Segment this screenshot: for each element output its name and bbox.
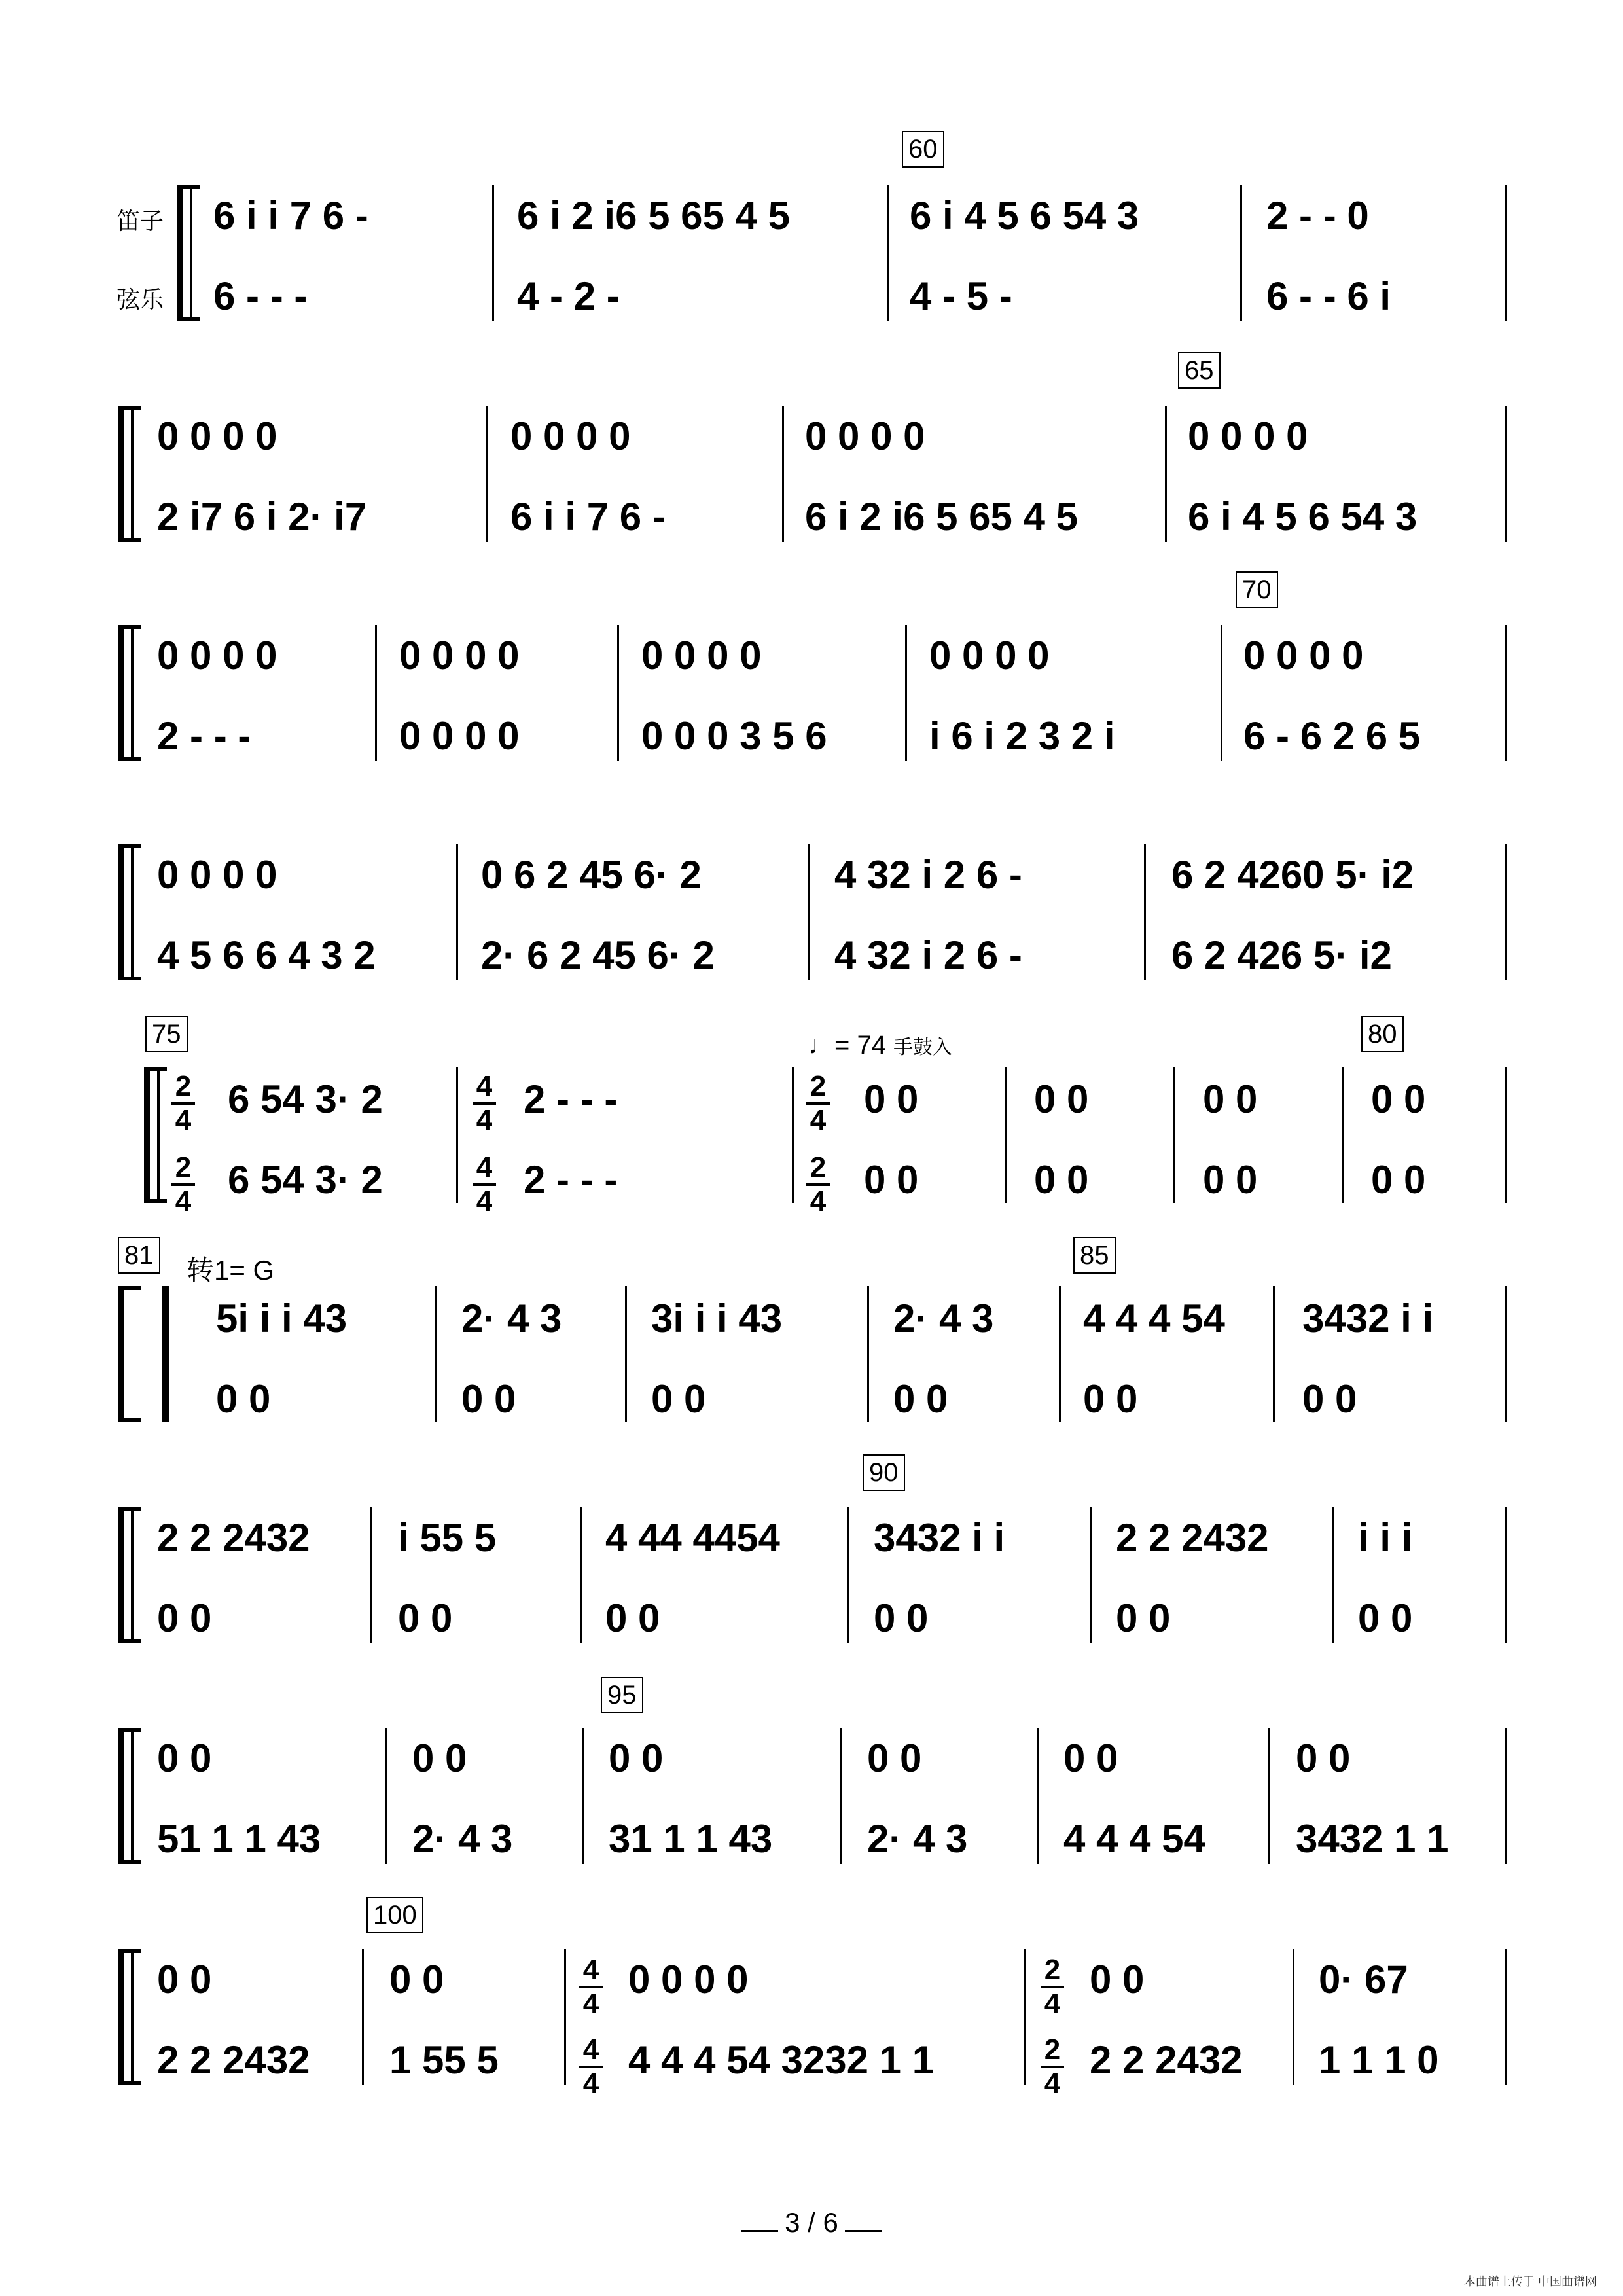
top-measure: 0 0 bbox=[389, 1958, 444, 2001]
bottom-measure: 2 2 2432 bbox=[157, 2038, 310, 2082]
repeat-start-thick bbox=[162, 1286, 169, 1422]
bottom-measure: 6 i 4 5 6 54 3 bbox=[1188, 495, 1418, 539]
top-measure: 3432 i i bbox=[1302, 1297, 1434, 1340]
top-measure: 3432 i i bbox=[874, 1516, 1005, 1560]
bottom-measure: 0 0 0 0 bbox=[399, 714, 520, 758]
top-measure: 0 0 bbox=[1203, 1077, 1258, 1121]
top-measure: 0 0 0 0 bbox=[157, 853, 277, 897]
top-measure: 2 2 2432 bbox=[1116, 1516, 1269, 1560]
top-measure: 0· 67 bbox=[1319, 1958, 1408, 2001]
bottom-measure: 4 4 4 54 3232 1 1 bbox=[628, 2038, 935, 2082]
system-brace bbox=[118, 1286, 124, 1422]
measure-number: 90 bbox=[863, 1454, 905, 1491]
bottom-measure: 4 - 5 - bbox=[910, 274, 1012, 318]
bottom-measure: 2 - - - bbox=[524, 1158, 618, 1202]
bottom-measure: 6 2 426 5· i2 bbox=[1171, 933, 1392, 977]
barline bbox=[1090, 1507, 1092, 1643]
page-number bbox=[0, 2207, 1623, 2238]
tempo-value: = 74 bbox=[834, 1031, 886, 1060]
bottom-measure: 3432 1 1 bbox=[1296, 1817, 1449, 1861]
barline bbox=[1505, 406, 1507, 542]
measure-number: 70 bbox=[1236, 571, 1278, 608]
system-brace bbox=[118, 844, 124, 980]
barline bbox=[1221, 625, 1222, 761]
system-start-line bbox=[131, 1949, 134, 2085]
barline bbox=[492, 185, 494, 321]
top-measure: 0 0 0 0 bbox=[805, 414, 925, 458]
top-measure: 4 4 4 54 bbox=[1083, 1297, 1225, 1340]
barline bbox=[1165, 406, 1167, 542]
bottom-measure: 0 0 0 3 5 6 bbox=[641, 714, 827, 758]
system-brace bbox=[118, 625, 124, 761]
barline bbox=[1037, 1728, 1039, 1864]
system-start-line bbox=[131, 844, 134, 980]
bottom-measure: 51 1 1 43 bbox=[157, 1817, 321, 1861]
top-measure: 2· 4 3 bbox=[893, 1297, 994, 1340]
time-signature: 4 4 bbox=[473, 1072, 496, 1135]
barline bbox=[782, 406, 784, 542]
bottom-measure: 0 0 bbox=[874, 1596, 929, 1640]
top-measure: 2 - - - bbox=[524, 1077, 618, 1121]
system-start-line bbox=[190, 185, 192, 321]
bottom-measure: 6 - - 6 i bbox=[1266, 274, 1391, 318]
top-measure: 0 0 bbox=[157, 1736, 212, 1780]
barline bbox=[1332, 1507, 1334, 1643]
barline bbox=[867, 1286, 869, 1422]
barline bbox=[1024, 1949, 1026, 2085]
measure-number: 100 bbox=[366, 1897, 423, 1933]
top-measure: 0 0 0 0 bbox=[929, 634, 1050, 677]
barline bbox=[1173, 1067, 1175, 1203]
measure-number: 81 bbox=[118, 1237, 160, 1274]
barline bbox=[370, 1507, 372, 1643]
top-measure: 0 0 0 0 bbox=[399, 634, 520, 677]
barline bbox=[1505, 1067, 1507, 1203]
top-measure: 0 0 bbox=[157, 1958, 212, 2001]
top-measure: i i i bbox=[1358, 1516, 1413, 1560]
bottom-measure: 4 5 6 6 4 3 2 bbox=[157, 933, 376, 977]
bottom-measure: 0 0 bbox=[1116, 1596, 1171, 1640]
barline bbox=[1505, 625, 1507, 761]
measure-number: 95 bbox=[601, 1677, 643, 1713]
top-measure: 3i i i 43 bbox=[651, 1297, 783, 1340]
top-measure: 2· 4 3 bbox=[461, 1297, 562, 1340]
system-start-line bbox=[131, 406, 134, 542]
time-signature: 2 4 bbox=[171, 1072, 195, 1135]
system-brace bbox=[118, 1507, 124, 1643]
watermark: 本曲谱上传于 中国曲谱网 bbox=[1464, 2275, 1597, 2288]
top-measure: 0 6 2 45 6· 2 bbox=[481, 853, 702, 897]
barline bbox=[1293, 1949, 1294, 2085]
time-signature: 2 4 bbox=[1041, 2036, 1064, 2098]
bottom-measure: 6 - - - bbox=[213, 274, 308, 318]
bottom-measure: 2· 4 3 bbox=[412, 1817, 513, 1861]
bottom-measure: 4 - 2 - bbox=[517, 274, 620, 318]
top-measure: 0 0 0 0 bbox=[1243, 634, 1364, 677]
instrument-label-strings: 弦乐 bbox=[116, 286, 164, 313]
bottom-measure: 6 i 2 i6 5 65 4 5 bbox=[805, 495, 1078, 539]
bottom-measure: 0 0 bbox=[157, 1596, 212, 1640]
system-brace bbox=[118, 1728, 124, 1864]
top-measure: 0 0 bbox=[609, 1736, 664, 1780]
bottom-measure: 0 0 bbox=[461, 1377, 516, 1421]
barline bbox=[456, 844, 458, 980]
time-signature: 2 4 bbox=[806, 1153, 830, 1216]
top-measure: 0 0 0 0 bbox=[628, 1958, 749, 2001]
key-change: 转1= G bbox=[187, 1255, 275, 1285]
top-measure: 0 0 bbox=[1063, 1736, 1118, 1780]
bottom-measure: 0 0 bbox=[893, 1377, 948, 1421]
barline bbox=[617, 625, 619, 761]
bottom-measure: 2 i7 6 i 2· i7 bbox=[157, 495, 367, 539]
instrument-label-dizi: 笛子 bbox=[116, 207, 164, 234]
top-measure: 0 0 0 0 bbox=[510, 414, 631, 458]
barline bbox=[582, 1728, 584, 1864]
top-measure: 0 0 0 0 bbox=[641, 634, 762, 677]
time-signature: 2 4 bbox=[1041, 1956, 1064, 2018]
bottom-measure: 0 0 bbox=[1371, 1158, 1426, 1202]
bottom-measure: 0 0 bbox=[1358, 1596, 1413, 1640]
top-measure: 0 0 0 0 bbox=[157, 414, 277, 458]
top-measure: 6 2 4260 5· i2 bbox=[1171, 853, 1414, 897]
top-measure: 0 0 bbox=[1090, 1958, 1145, 2001]
top-measure: 6 54 3· 2 bbox=[228, 1077, 383, 1121]
bottom-measure: 0 0 bbox=[1302, 1377, 1357, 1421]
barline bbox=[792, 1067, 794, 1203]
top-measure: 0 0 bbox=[1371, 1077, 1426, 1121]
time-signature: 2 4 bbox=[806, 1072, 830, 1135]
barline bbox=[1059, 1286, 1061, 1422]
measure-number: 60 bbox=[902, 131, 944, 168]
top-measure: 0 0 bbox=[1034, 1077, 1089, 1121]
top-measure: 4 44 4454 bbox=[605, 1516, 780, 1560]
bottom-measure: 0 0 bbox=[216, 1377, 271, 1421]
barline bbox=[1505, 185, 1507, 321]
measure-number: 75 bbox=[145, 1016, 188, 1052]
barline bbox=[456, 1067, 458, 1203]
top-measure: 0 0 bbox=[867, 1736, 922, 1780]
bottom-measure: 1 55 5 bbox=[389, 2038, 499, 2082]
top-measure: 6 i 4 5 6 54 3 bbox=[910, 194, 1139, 238]
top-measure: 0 0 0 0 bbox=[157, 634, 277, 677]
bottom-measure: 2 - - - bbox=[157, 714, 251, 758]
top-measure: 5i i i 43 bbox=[216, 1297, 348, 1340]
top-measure: 6 i i 7 6 - bbox=[213, 194, 368, 238]
measure-number: 65 bbox=[1178, 352, 1221, 389]
bottom-measure: 2 2 2432 bbox=[1090, 2038, 1243, 2082]
top-measure: 2 2 2432 bbox=[157, 1516, 310, 1560]
measure-number-85: 85 bbox=[1073, 1237, 1116, 1274]
system-brace bbox=[177, 185, 183, 321]
barline bbox=[1268, 1728, 1270, 1864]
barline bbox=[1505, 1949, 1507, 2085]
barline bbox=[1505, 1728, 1507, 1864]
bottom-measure: 0 0 bbox=[1203, 1158, 1258, 1202]
bottom-measure: 1 1 1 0 bbox=[1319, 2038, 1439, 2082]
top-measure: 0 0 bbox=[412, 1736, 467, 1780]
bottom-measure: 0 0 bbox=[398, 1596, 453, 1640]
system-start-line bbox=[131, 625, 134, 761]
barline bbox=[1505, 844, 1507, 980]
barline bbox=[486, 406, 488, 542]
bottom-measure: i 6 i 2 3 2 i bbox=[929, 714, 1115, 758]
barline bbox=[1005, 1067, 1007, 1203]
barline bbox=[1240, 185, 1242, 321]
bottom-measure: 0 0 bbox=[605, 1596, 660, 1640]
system-brace bbox=[118, 406, 124, 542]
bottom-measure: 0 0 bbox=[651, 1377, 706, 1421]
barline bbox=[840, 1728, 842, 1864]
bottom-measure: 0 0 bbox=[1034, 1158, 1089, 1202]
page-number-text: 3 / 6 bbox=[785, 2207, 838, 2238]
tempo-marking: ♩= 74 手鼓入 bbox=[808, 1031, 953, 1060]
system-brace bbox=[118, 1949, 124, 2085]
barline bbox=[564, 1949, 566, 2085]
time-signature: 4 4 bbox=[579, 2036, 603, 2098]
top-measure: 6 i 2 i6 5 65 4 5 bbox=[517, 194, 790, 238]
time-signature: 2 4 bbox=[171, 1153, 195, 1216]
bottom-measure: 2· 6 2 45 6· 2 bbox=[481, 933, 715, 977]
top-measure: 0 0 bbox=[1296, 1736, 1351, 1780]
time-signature: 4 4 bbox=[579, 1956, 603, 2018]
barline bbox=[625, 1286, 627, 1422]
top-measure: 0 0 0 0 bbox=[1188, 414, 1308, 458]
bottom-measure: 6 - 6 2 6 5 bbox=[1243, 714, 1421, 758]
barline bbox=[362, 1949, 364, 2085]
top-measure: i 55 5 bbox=[398, 1516, 497, 1560]
bottom-measure: 0 0 bbox=[864, 1158, 919, 1202]
system-brace bbox=[144, 1067, 150, 1203]
barline bbox=[375, 625, 377, 761]
barline bbox=[1505, 1507, 1507, 1643]
measure-number-80: 80 bbox=[1361, 1016, 1404, 1052]
barline bbox=[580, 1507, 582, 1643]
tempo-note: 手鼓入 bbox=[893, 1037, 953, 1058]
bottom-measure: 4 32 i 2 6 - bbox=[834, 933, 1022, 977]
bottom-measure: 31 1 1 43 bbox=[609, 1817, 773, 1861]
barline bbox=[1144, 844, 1146, 980]
barline bbox=[385, 1728, 387, 1864]
barline bbox=[887, 185, 889, 321]
bottom-measure: 2· 4 3 bbox=[867, 1817, 968, 1861]
system-start-line bbox=[157, 1067, 160, 1203]
barline bbox=[435, 1286, 437, 1422]
system-start-line bbox=[131, 1728, 134, 1864]
top-measure: 2 - - 0 bbox=[1266, 194, 1369, 238]
system-start-line bbox=[131, 1507, 134, 1643]
time-signature: 4 4 bbox=[473, 1153, 496, 1216]
bottom-measure: 0 0 bbox=[1083, 1377, 1138, 1421]
bottom-measure: 6 i i 7 6 - bbox=[510, 495, 666, 539]
barline bbox=[1505, 1286, 1507, 1422]
barline bbox=[847, 1507, 849, 1643]
bottom-measure: 6 54 3· 2 bbox=[228, 1158, 383, 1202]
barline bbox=[808, 844, 810, 980]
barline bbox=[905, 625, 907, 761]
bottom-measure: 4 4 4 54 bbox=[1063, 1817, 1205, 1861]
top-measure: 0 0 bbox=[864, 1077, 919, 1121]
barline bbox=[1273, 1286, 1275, 1422]
barline bbox=[1342, 1067, 1344, 1203]
top-measure: 4 32 i 2 6 - bbox=[834, 853, 1022, 897]
